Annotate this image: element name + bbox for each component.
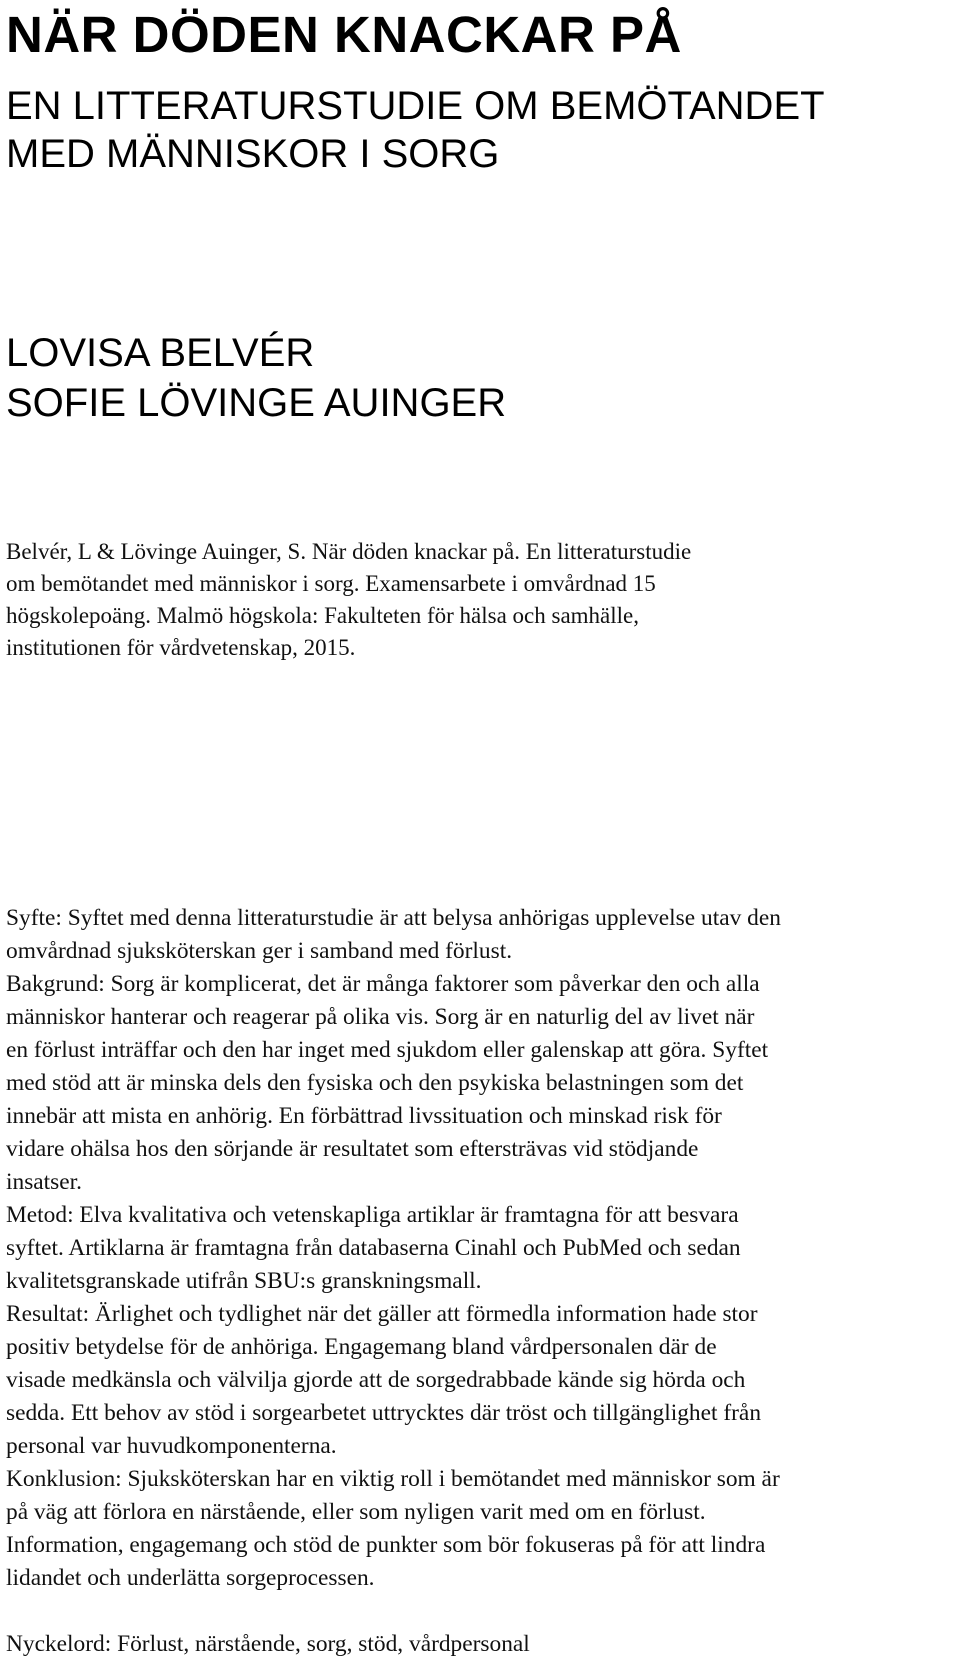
abstract-block xyxy=(6,902,956,1595)
author-name: SOFIE LÖVINGE AUINGER xyxy=(6,381,507,425)
citation-block xyxy=(6,536,886,664)
abstract-line: vidare ohälsa hos den sörjande är resultatet som eftersträvas vid stödjande xyxy=(6,1136,699,1162)
abstract-line: Konklusion: Sjuksköterskan har en viktig roll i bemötandet med människor som är xyxy=(6,1466,780,1492)
abstract-line: människor hanterar och reagerar på olika vis. Sorg är en naturlig del av livet när xyxy=(6,1004,755,1030)
document-subtitle xyxy=(6,82,825,178)
abstract-line: Bakgrund: Sorg är komplicerat, det är många faktorer som påverkar den och alla xyxy=(6,971,760,997)
abstract-line: visade medkänsla och välvilja gjorde att de sorgedrabbade kände sig hörda och xyxy=(6,1367,746,1393)
abstract-line: med stöd att är minska dels den fysiska och den psykiska belastningen som det xyxy=(6,1070,744,1096)
abstract-line: Metod: Elva kvalitativa och vetenskapliga artiklar är framtagna för att besvara xyxy=(6,1202,739,1228)
citation-line: Belvér, L & Lövinge Auinger, S. När döden knackar på. En litteraturstudie xyxy=(6,539,692,564)
abstract-line: lidandet och underlätta sorgeprocessen. xyxy=(6,1565,375,1591)
abstract-line: sedda. Ett behov av stöd i sorgearbetet uttrycktes där tröst och tillgänglighet från xyxy=(6,1400,762,1426)
abstract-line: insatser. xyxy=(6,1169,83,1195)
abstract-line: Resultat: Ärlighet och tydlighet när det gäller att förmedla information hade stor xyxy=(6,1301,758,1327)
abstract-line: på väg att förlora en närstående, eller som nyligen varit med om en förlust. xyxy=(6,1499,706,1525)
keywords-line: Nyckelord: Förlust, närstående, sorg, stöd, vårdpersonal xyxy=(6,1631,530,1657)
subtitle-line: EN LITTERATURSTUDIE OM BEMÖTANDET xyxy=(6,84,825,128)
subtitle-line: MED MÄNNISKOR I SORG xyxy=(6,132,500,176)
citation-line: högskolepoäng. Malmö högskola: Fakulteten för hälsa och samhälle, xyxy=(6,603,640,628)
abstract-line: positiv betydelse för de anhöriga. Engagemang bland vårdpersonalen där de xyxy=(6,1334,717,1360)
author-list xyxy=(6,328,506,428)
abstract-line: Information, engagemang och stöd de punkter som bör fokuseras på för att lindra xyxy=(6,1532,766,1558)
document-title: NÄR DÖDEN KNACKAR PÅ xyxy=(6,6,682,63)
abstract-line: personal var huvudkomponenterna. xyxy=(6,1433,337,1459)
abstract-line: en förlust inträffar och den har inget med sjukdom eller galenskap att göra. Syftet xyxy=(6,1037,769,1063)
citation-line: om bemötandet med människor i sorg. Examensarbete i omvårdnad 15 xyxy=(6,571,656,596)
citation-line: institutionen för vårdvetenskap, 2015. xyxy=(6,635,356,660)
abstract-line: omvårdnad sjuksköterskan ger i samband med förlust. xyxy=(6,938,513,964)
author-name: LOVISA BELVÉR xyxy=(6,331,315,375)
abstract-line: innebär att mista en anhörig. En förbättrad livssituation och minskad risk för xyxy=(6,1103,722,1129)
abstract-line: kvalitetsgranskade utifrån SBU:s granskningsmall. xyxy=(6,1268,482,1294)
abstract-line: Syfte: Syftet med denna litteraturstudie är att belysa anhörigas upplevelse utav den xyxy=(6,905,781,931)
abstract-line: syftet. Artiklarna är framtagna från databaserna Cinahl och PubMed och sedan xyxy=(6,1235,741,1261)
